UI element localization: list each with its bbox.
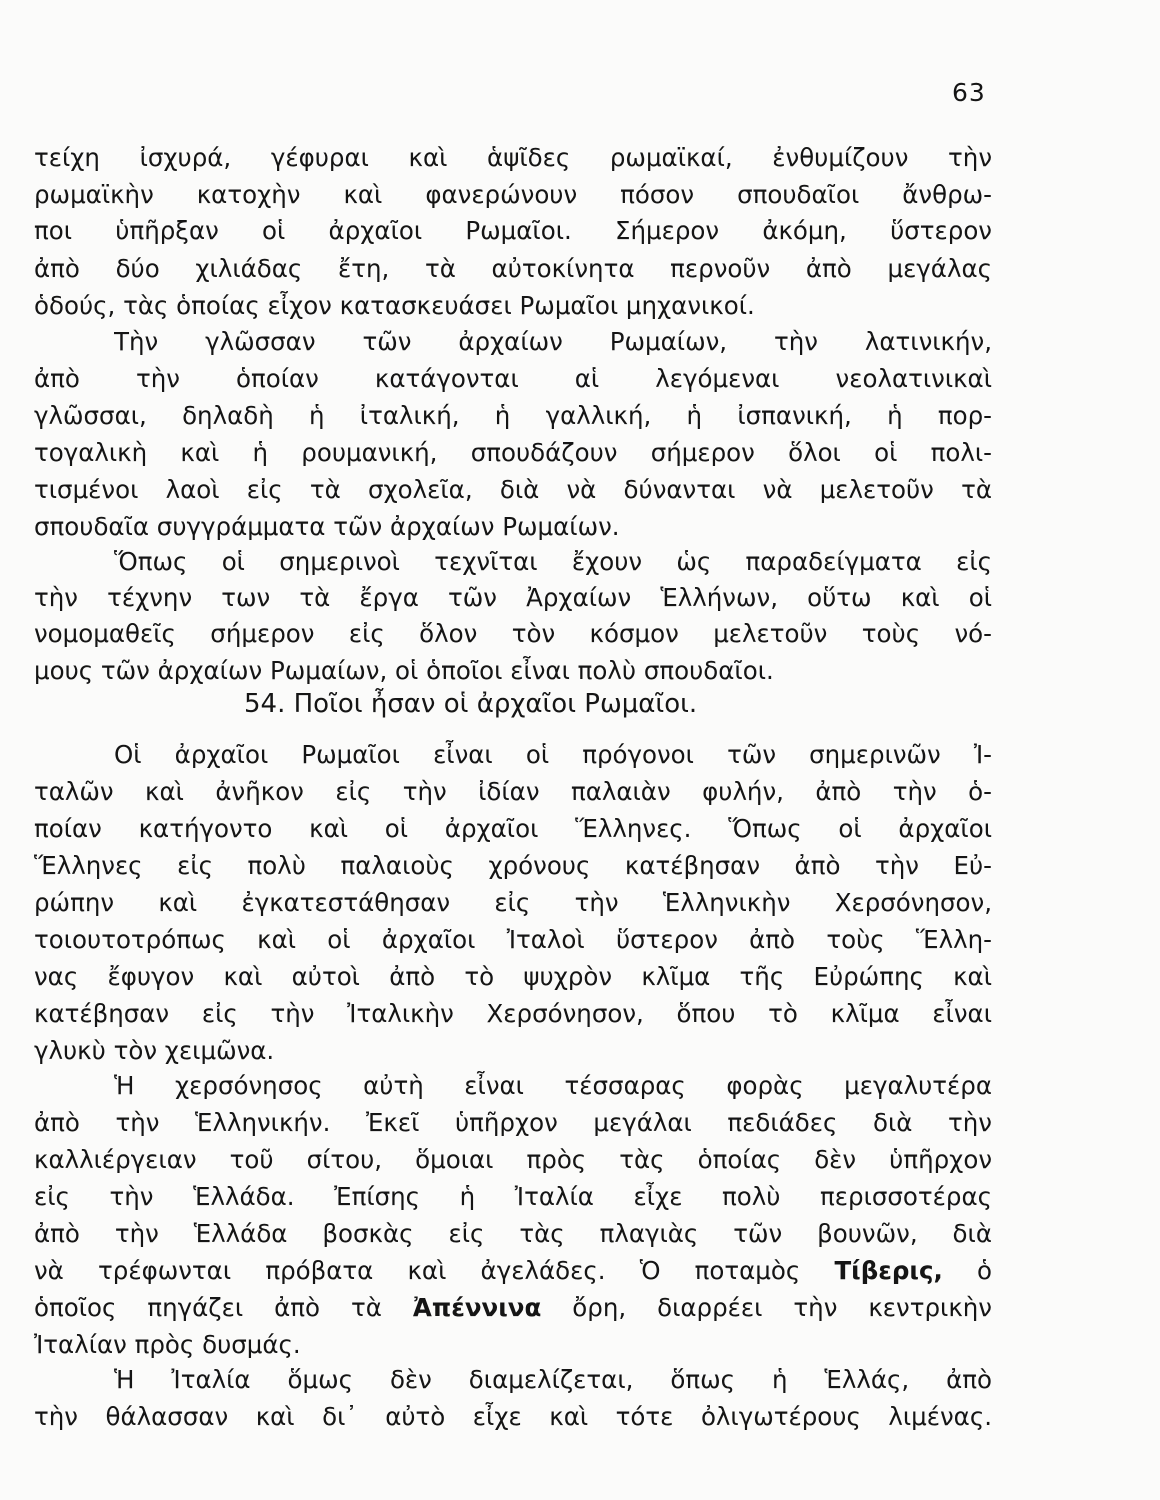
text-line: Ἰταλίαν πρὸς δυσμάς. [34,1330,301,1359]
text-line: τὴν τέχνην των τὰ ἔργα τῶν Ἀρχαίων Ἑλλήνων, οὕτω καὶ οἱ [34,583,992,612]
text-run: ὁποῖος πηγάζει ἀπὸ τὰ [34,1293,413,1322]
text-line: ἀπὸ τὴν ὁποίαν κατάγονται αἱ λεγόμεναι νεολατινικαὶ [34,364,992,393]
text-run: ὄρη, διαρρέει τὴν κεντρικὴν [541,1293,992,1322]
text-line: ποι ὑπῆρξαν οἱ ἀρχαῖοι Ρωμαῖοι. Σήμερον ἀκόμη, ὕστερον [34,216,992,245]
text-line: τείχη ἰσχυρά, γέφυραι καὶ ἁψῖδες ρωμαϊκαί, ἐνθυμίζουν τὴν [34,143,992,172]
text-line: Ἕλληνες εἰς πολὺ παλαιοὺς χρόνους κατέβησαν ἀπὸ τὴν Εὐ- [34,851,992,880]
text-run: νὰ τρέφωνται πρόβατα καὶ ἀγελάδες. Ὁ ποταμὸς [34,1256,835,1285]
text-line: ρώπην καὶ ἐγκατεστάθησαν εἰς τὴν Ἑλληνικὴν Χερσόνησον, [34,888,992,917]
text-line: Τὴν γλῶσσαν τῶν ἀρχαίων Ρωμαίων, τὴν λατινικήν, [114,327,992,356]
text-line: τισμένοι λαοὶ εἰς τὰ σχολεῖα, διὰ νὰ δύνανται νὰ μελετοῦν τὰ [34,475,992,504]
text-line: ποίαν κατήγοντο καὶ οἱ ἀρχαῖοι Ἕλληνες. Ὅπως οἱ ἀρχαῖοι [34,814,992,843]
page-number: 63 [952,78,986,107]
text-line: Ἡ Ἰταλία ὅμως δὲν διαμελίζεται, ὅπως ἡ Ἑλλάς, ἀπὸ [114,1365,992,1394]
text-line: γλυκὺ τὸν χειμῶνα. [34,1036,275,1065]
text-line: γλῶσσαι, δηλαδὴ ἡ ἰταλική, ἡ γαλλική, ἡ ἰσπανική, ἡ πορ- [34,401,992,430]
text-line: Ὅπως οἱ σημερινοὶ τεχνῖται ἔχουν ὡς παραδείγματα εἰς [114,547,992,576]
text-line: νας ἔφυγον καὶ αὐτοὶ ἀπὸ τὸ ψυχρὸν κλῖμα τῆς Εὐρώπης καὶ [34,962,992,991]
text-line: νομομαθεῖς σήμερον εἰς ὅλον τὸν κόσμον μελετοῦν τοὺς νό- [34,619,992,648]
text-line: καλλιέργειαν τοῦ σίτου, ὅμοιαι πρὸς τὰς ὁποίας δὲν ὑπῆρχον [34,1145,992,1174]
text-line: ἀπὸ τὴν Ἑλληνικήν. Ἐκεῖ ὑπῆρχον μεγάλαι πεδιάδες διὰ τὴν [34,1108,992,1137]
text-run: ὁ [942,1256,992,1285]
text-line: τογαλικὴ καὶ ἡ ρουμανική, σπουδάζουν σήμερον ὅλοι οἱ πολι- [34,438,992,467]
text-line [34,1251,992,1291]
text-line: σπουδαῖα συγγράμματα τῶν ἀρχαίων Ρωμαίων. [34,512,620,541]
text-line: τοιουτοτρόπως καὶ οἱ ἀρχαῖοι Ἰταλοὶ ὕστερον ἀπὸ τοὺς Ἕλλη- [34,925,992,954]
text-line: ἀπὸ δύο χιλιάδας ἔτη, τὰ αὐτοκίνητα περνοῦν ἀπὸ μεγάλας [34,254,992,283]
text-line: μους τῶν ἀρχαίων Ρωμαίων, οἱ ὁποῖοι εἶναι πολὺ σπουδαῖοι. [34,656,774,685]
text-line: εἰς τὴν Ἑλλάδα. Ἐπίσης ἡ Ἰταλία εἶχε πολὺ περισσοτέρας [34,1182,992,1211]
text-line: ὁδούς, τὰς ὁποίας εἶχον κατασκευάσει Ρωμαῖοι μηχανικοί. [34,291,755,320]
text-line: Οἱ ἀρχαῖοι Ρωμαῖοι εἶναι οἱ πρόγονοι τῶν σημερινῶν Ἰ- [114,740,992,769]
text-line: κατέβησαν εἰς τὴν Ἰταλικὴν Χερσόνησον, ὅπου τὸ κλῖμα εἶναι [34,999,992,1028]
text-line: τὴν θάλασσαν καὶ δι᾿ αὐτὸ εἶχε καὶ τότε ὀλιγωτέρους λιμένας. [34,1402,992,1431]
section-heading: 54. Ποῖοι ἦσαν οἱ ἀρχαῖοι Ρωμαῖοι. [244,689,698,719]
text-line [34,1288,992,1328]
tiber-river-name: Τίβερις, [834,1256,943,1285]
text-line: Ἡ χερσόνησος αὐτὴ εἶναι τέσσαρας φορὰς μεγαλυτέρα [114,1071,992,1100]
text-line: ρωμαϊκὴν κατοχὴν καὶ φανερώνουν πόσον σπουδαῖοι ἄνθρω- [34,180,992,209]
apennine-mountains-name: Ἀπέννινα [412,1293,542,1322]
text-line: ταλῶν καὶ ἀνῆκον εἰς τὴν ἰδίαν παλαιὰν φυλήν, ἀπὸ τὴν ὁ- [34,777,992,806]
text-line: ἀπὸ τὴν Ἑλλάδα βοσκὰς εἰς τὰς πλαγιὰς τῶν βουνῶν, διὰ [34,1219,992,1248]
